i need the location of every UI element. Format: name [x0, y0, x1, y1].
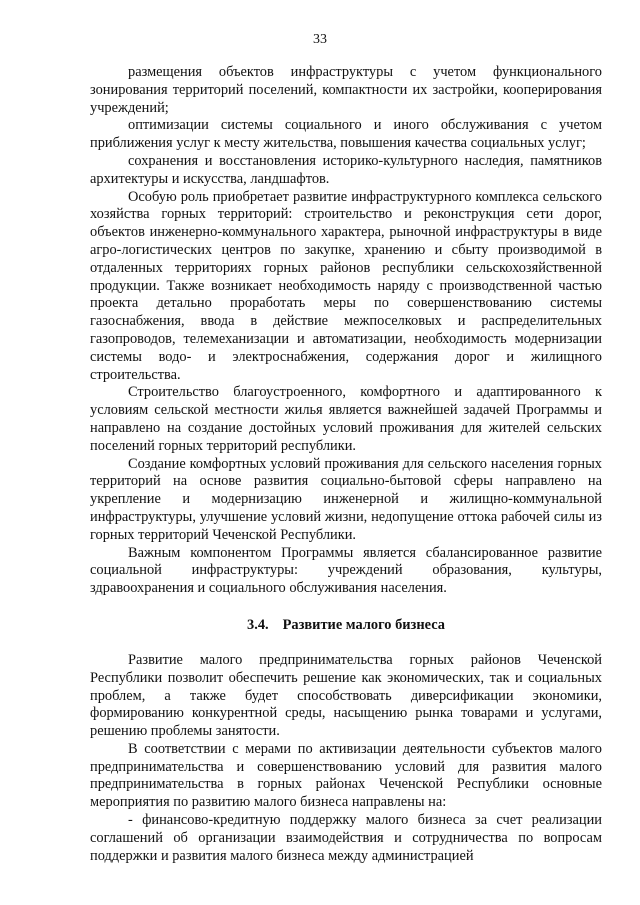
- page-content: [90, 64, 602, 865]
- paragraph-service-optimization: оптимизации системы социального и иного обслуживания с учетом приближения услуг к месту жительства, повышения качества социальных услуг;: [90, 117, 602, 152]
- paragraph-living-conditions: Создание комфортных условий проживания для сельского населения горных территорий на основе развития социально-бытовой сферы направлено на укрепление и модернизацию инженерной и жилищно-коммунальной инфраструктуры, улучшение условий жизни, недопущение оттока рабочей силы из горных территорий Чеченской Республики.: [90, 455, 602, 543]
- paragraph-heritage: сохранения и восстановления историко-культурного наследия, памятников архитектуры и искусства, ландшафтов.: [90, 152, 602, 187]
- paragraph-social-infrastructure: Важным компонентом Программы является сбалансированное развитие социальной инфраструктуры: учреждений образования, культуры, здравоохранения и социального обслуживания населения.: [90, 544, 602, 597]
- paragraph-infrastructure: Особую роль приобретает развитие инфраструктурного комплекса сельского хозяйства горных территорий: строительство и реконструкция сети дорог, объектов инженерно-коммунального характера, рыночной инфраструктуры в виде агро-логистических центров по закупке, хранению и сбыту производимой в отдаленных территориях горных районов республики сельскохозяйственной продукции. Также возникает необходимость наряду с производственной частью проекта детально проработать меры по совершенствованию системы газоснабжения, ввода в действие межпоселковых и распределительных газопроводов, телемеханизации и автоматизации, необходимость модернизации системы водо- и электроснабжения, содержания дорог и жилищного строительства.: [90, 188, 602, 383]
- section-number: 3.4.: [247, 616, 269, 633]
- paragraph-measures: В соответствии с мерами по активизации деятельности субъектов малого предпринимательства и совершенствованию условий для развития малого предпринимательства в горных районах Чеченской Республики основные мероприятия по развитию малого бизнеса направлены на:: [90, 740, 602, 811]
- section-heading: [90, 616, 602, 634]
- paragraph-zoning: размещения объектов инфраструктуры с учетом функционального зонирования территорий поселений, компактности их застройки, кооперирования учреждений;: [90, 64, 602, 116]
- paragraph-small-business: Развитие малого предпринимательства горных районов Чеченской Республики позволит обеспечить решение как экономических, так и социальных проблем, а также будет способствовать диверсификации экономики, формированию конкурентной среды, насыщению рынка товарами и услугами, решению проблемы занятости.: [90, 651, 602, 740]
- paragraph-financial-support: - финансово-кредитную поддержку малого бизнеса за счет реализации соглашений об организации взаимодействия и сотрудничества по вопросам поддержки и развития малого бизнеса между администрацией: [90, 812, 602, 864]
- page-number: 33: [313, 32, 327, 47]
- section-title: Развитие малого бизнеса: [282, 616, 445, 633]
- paragraph-housing: Строительство благоустроенного, комфортного и адаптированного к условиям сельской местности жилья является важнейшей задачей Программы и направлено на создание достойных условий проживания для жителей сельских поселений горных территорий республики.: [90, 384, 602, 454]
